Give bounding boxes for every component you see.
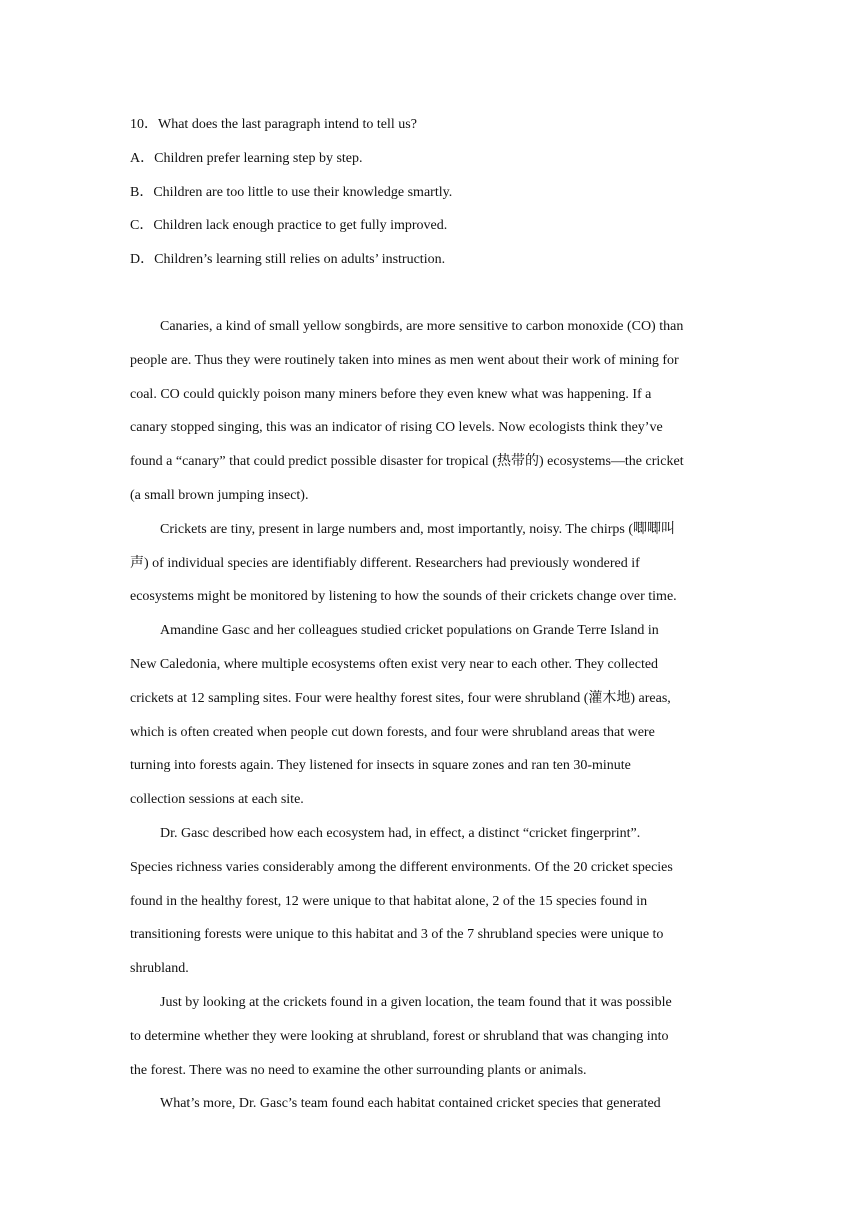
paragraph-canaries (130, 310, 730, 513)
paragraph-fingerprint (130, 817, 730, 986)
text-line: coal. CO could quickly poison many miners before they even knew what was happening. If a (130, 386, 652, 402)
text-line: canary stopped singing, this was an indicator of rising CO levels. Now ecologists think they’ve (130, 420, 663, 436)
option-d: D．Children’s learning still relies on adults’ instruction. (130, 252, 446, 268)
text-line: the forest. There was no need to examine the other surrounding plants or animals. (130, 1062, 587, 1078)
text-line: What’s more, Dr. Gasc’s team found each habitat contained cricket species that generated (160, 1096, 661, 1112)
text-line: turning into forests again. They listened for insects in square zones and ran ten 30-minute (130, 758, 631, 774)
paragraph-gasc-study (130, 614, 730, 817)
text-line: Species richness varies considerably among the different environments. Of the 20 cricket species (130, 859, 673, 875)
option-b: B．Children are too little to use their knowledge smartly. (130, 184, 453, 200)
question-10 (130, 108, 730, 277)
text-line: transitioning forests were unique to this habitat and 3 of the 7 shrubland species were unique to (130, 927, 664, 943)
text-line: collection sessions at each site. (130, 792, 304, 808)
text-line: Just by looking at the crickets found in a given location, the team found that it was possible (160, 994, 672, 1010)
text-line: to determine whether they were looking at shrubland, forest or shrubland that was changing into (130, 1028, 669, 1044)
text-line: 声) of individual species are identifiably different. Researchers had previously wondered if (130, 555, 640, 571)
text-line: crickets at 12 sampling sites. Four were healthy forest sites, four were shrubland (灌木地) areas, (130, 690, 671, 706)
text-line: Dr. Gasc described how each ecosystem had, in effect, a distinct “cricket fingerprint”. (160, 825, 641, 841)
text-line: Canaries, a kind of small yellow songbirds, are more sensitive to carbon monoxide (CO) than (160, 318, 684, 334)
paragraph-location (130, 986, 730, 1087)
text-line: found in the healthy forest, 12 were unique to that habitat alone, 2 of the 15 species found in (130, 893, 648, 909)
paragraph-crickets (130, 513, 730, 614)
section-gap (130, 277, 730, 310)
paragraph-habitat (130, 1087, 730, 1121)
text-line: ecosystems might be monitored by listening to how the sounds of their crickets change over time. (130, 589, 677, 605)
text-line: people are. Thus they were routinely taken into mines as men went about their work of mining for (130, 352, 679, 368)
text-line: (a small brown jumping insect). (130, 487, 309, 503)
text-line: shrubland. (130, 961, 189, 977)
option-a: A．Children prefer learning step by step. (130, 150, 363, 166)
text-line: which is often created when people cut down forests, and four were shrubland areas that were (130, 724, 655, 740)
answer-options (130, 142, 730, 277)
text-line: Amandine Gasc and her colleagues studied cricket populations on Grande Terre Island in (160, 623, 659, 639)
question-stem: 10．What does the last paragraph intend to tell us? (130, 117, 417, 132)
option-c: C．Children lack enough practice to get fully improved. (130, 218, 448, 234)
text-line: Crickets are tiny, present in large numbers and, most importantly, noisy. The chirps (唧唧叫 (160, 521, 676, 537)
reading-passage (130, 310, 730, 1121)
text-line: found a “canary” that could predict possible disaster for tropical (热带的) ecosystems—the cricket (130, 454, 684, 470)
document-page (130, 108, 730, 1121)
text-line: New Caledonia, where multiple ecosystems often exist very near to each other. They collected (130, 656, 659, 672)
